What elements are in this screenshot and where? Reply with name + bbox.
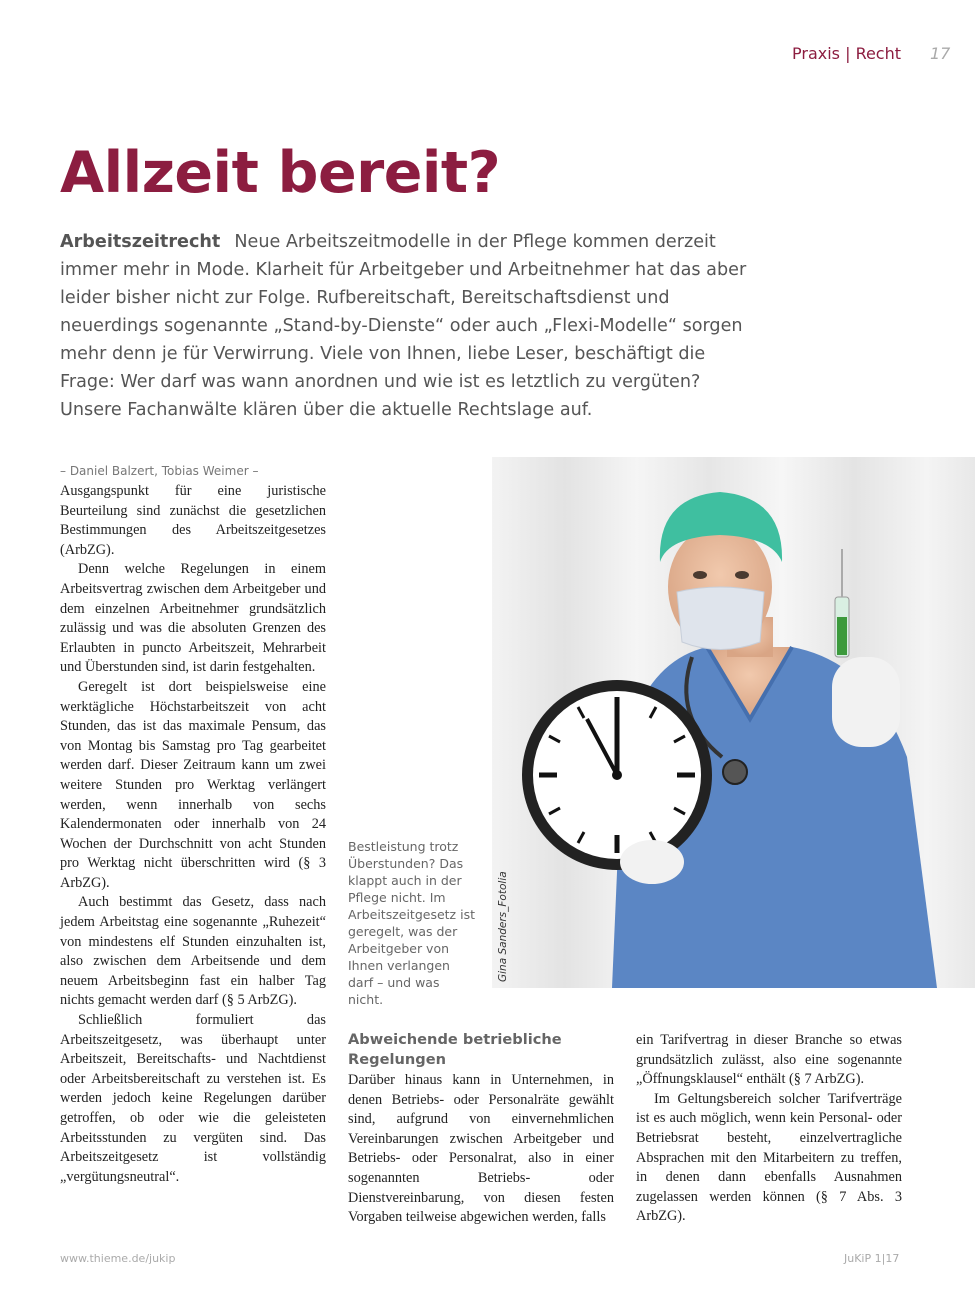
lead-paragraph <box>60 228 760 424</box>
lead-text: Neue Arbeitszeitmodelle in der Pflege kommen derzeit immer mehr in Mode. Klarheit für Arbeitgeber und Arbeitnehmer hat das aber leider bisher nicht zur Folge. Rufbereitschaft, Bereitschaftsdienst und neuerdings sogenannte „Stand-by-Dienste“ oder auch „Flexi-Modelle“ sorgen mehr denn je für Verwirrung. Viele von Ihnen, liebe Leser, beschäftigt die Frage: Wer darf was wann anordnen und wie ist es letztlich zu vergüten? Unsere Fachanwälte klären über die aktuelle Rechtslage auf. <box>60 232 747 420</box>
paragraph: Schließlich formuliert das Arbeitszeitgesetz, was überhaupt unter Arbeitszeit, Bereitschafts- und Nachtdienst oder Arbeitsbereitschaft zu verstehen ist. Es werden jedoch keine Regelungen darüber getroffen, ob oder wie die geleisteten Arbeitsstunden zu vergüten sind. Das Arbeitszeitgesetz ist vollständig „vergütungsneutral“. <box>60 1012 326 1185</box>
lead-keyword: Arbeitszeitrecht <box>60 232 221 252</box>
nurse-photo <box>492 457 975 988</box>
running-header-section: Praxis | Recht <box>792 44 902 63</box>
paragraph: Im Geltungsbereich solcher Tarifverträge ist es auch möglich, wenn kein Personal- oder Betriebsrat besteht, einzelvertragliche Absprachen mit den Mitarbeitern zu treffen, in denen dann ebenfalls Ausnahmen zugelassen werden können (§ 7 Abs. 3 ArbZG). <box>636 1090 902 1225</box>
footer-url: www.thieme.de/jukip <box>60 1252 176 1265</box>
body-column-2 <box>348 1071 614 1228</box>
paragraph: Auch bestimmt das Gesetz, dass nach jedem Arbeitstag eine sogenannte „Ruhezeit“ von mindestens elf Stunden einzuhalten ist, also zwischen dem Arbeitsende und dem neuem Arbeitsbeginn fast ein halber Tag nichts gemacht werden darf (§ 5 ArbZG). <box>60 894 326 1009</box>
photo-caption: Bestleistung trotz Überstunden? Das klappt auch in der Pflege nicht. Im Arbeitszeitgesetz ist geregelt, was der Arbeitgeber von Ihnen verlangen darf – und was nicht. <box>348 839 475 1007</box>
paragraph: Darüber hinaus kann in Unternehmen, in denen Betriebs- oder Personalräte gewählt sind, aufgrund von einvernehmlichen Vereinbarungen zwischen Arbeitgeber und Betriebs- oder Personalrat, also in einer sogenannten Betriebs- oder Dienstvereinbarung, von diesen festen Vorgaben teilweise abgewichen werden, falls <box>348 1072 614 1226</box>
photo-credit: Gina Sanders_Fotolia <box>497 871 509 982</box>
article-title: Allzeit bereit? <box>60 140 501 206</box>
authors: – Daniel Balzert, Tobias Weimer – <box>60 464 259 478</box>
footer-issue: JuKiP 1|17 <box>844 1252 900 1265</box>
paragraph: ein Tarifvertrag in dieser Branche so etwas grundsätzlich zulässt, also eine sogenannte „Öffnungsklausel“ enthält (§ 7 ArbZG). <box>636 1032 902 1088</box>
body-column-3 <box>636 1031 902 1227</box>
paragraph: Denn welche Regelungen in einem Arbeitsvertrag zwischen dem Arbeitgeber und dem einzelnen Arbeitnehmer grundsätzlich zulässig und was die absoluten Grenzen des Erlaubten in puncto Arbeitszeit, Mehrarbeit und Überstunden sind, ist darin festgehalten. <box>60 561 326 676</box>
paragraph: Ausgangspunkt für eine juristische Beurteilung sind zunächst die gesetzlichen Bestimmungen des Arbeitszeitgesetzes (ArbZG). <box>60 483 326 558</box>
section-heading: Abweichende betriebliche Regelungen <box>348 1031 562 1068</box>
page-number: 17 <box>930 44 951 63</box>
paragraph: Geregelt ist dort beispielsweise eine werktägliche Höchstarbeitszeit von acht Stunden, das ist das maximale Pensum, das von Montag bis Samstag pro Tag gearbeitet werden darf. Dieser Zeitraum kann um zwei weitere Stunden pro Werktag verlängert werden, wenn innerhalb von sechs Kalendermonaten oder innerhalb von 24 Wochen der Durchschnitt von acht Stunden pro Werktag nicht überschritten wird (§ 3 ArbZG). <box>60 678 326 891</box>
body-column-1 <box>60 482 326 1187</box>
